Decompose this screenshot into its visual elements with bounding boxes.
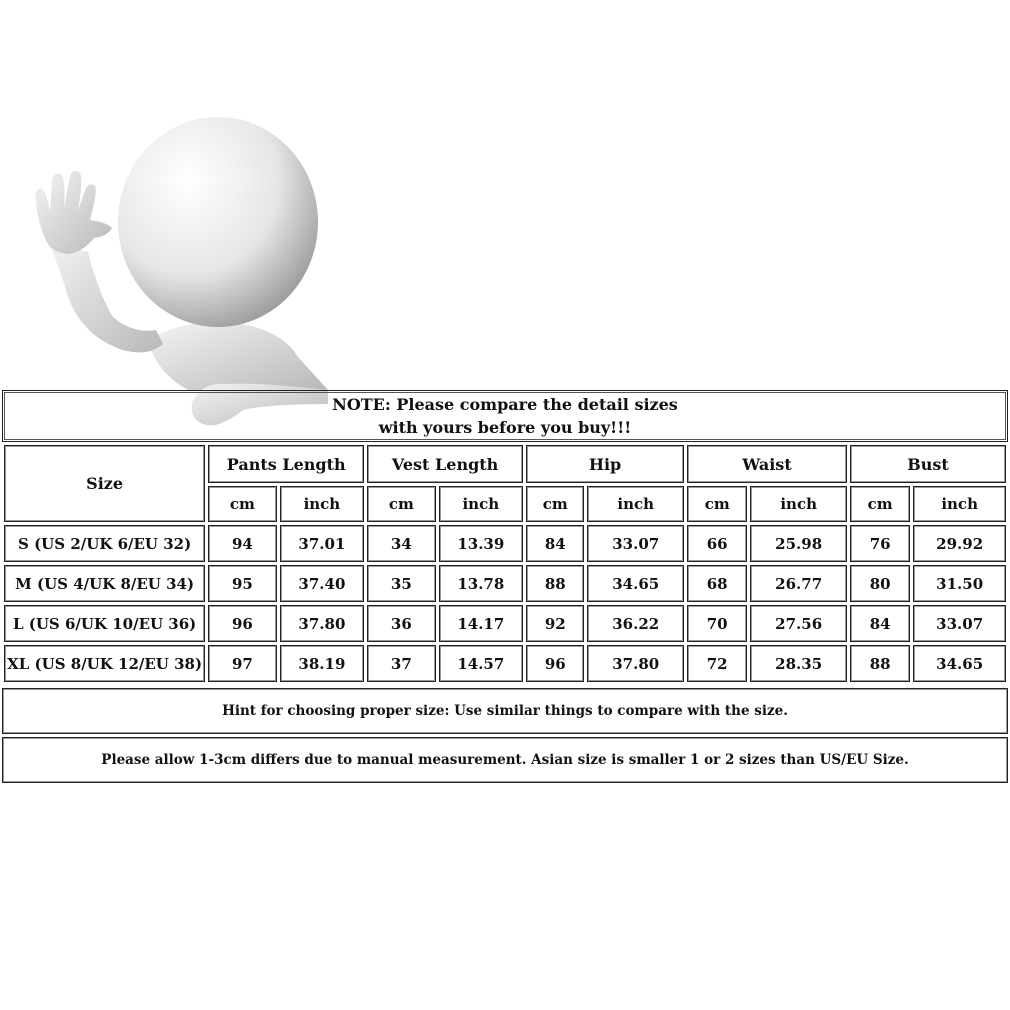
unit-header: cm bbox=[526, 486, 584, 522]
table-cell: 37.40 bbox=[280, 565, 365, 602]
unit-header: cm bbox=[208, 486, 276, 522]
note-line-1: NOTE: Please compare the detail sizes bbox=[332, 395, 678, 414]
table-cell: 88 bbox=[850, 645, 910, 682]
table-cell: 96 bbox=[526, 645, 584, 682]
unit-header: cm bbox=[367, 486, 435, 522]
group-header-pants-length: Pants Length bbox=[208, 445, 364, 483]
table-cell: 97 bbox=[208, 645, 276, 682]
table-cell: 33.07 bbox=[587, 525, 684, 562]
table-cell: 34.65 bbox=[913, 645, 1006, 682]
measurement-disclaimer-banner: Please allow 1-3cm differs due to manual measurement. Asian size is smaller 1 or 2 sizes than US/EU Size. bbox=[2, 737, 1008, 783]
table-cell: 13.78 bbox=[439, 565, 524, 602]
size-column-header: Size bbox=[4, 445, 205, 522]
table-cell: 26.77 bbox=[750, 565, 847, 602]
group-header-hip: Hip bbox=[526, 445, 684, 483]
table-cell: 88 bbox=[526, 565, 584, 602]
unit-header: inch bbox=[587, 486, 684, 522]
table-cell: 36 bbox=[367, 605, 435, 642]
table-cell: 37 bbox=[367, 645, 435, 682]
table-cell: 95 bbox=[208, 565, 276, 602]
table-cell: 84 bbox=[526, 525, 584, 562]
unit-header: cm bbox=[687, 486, 747, 522]
size-table bbox=[1, 442, 1009, 685]
table-cell: 13.39 bbox=[439, 525, 524, 562]
table-cell: 96 bbox=[208, 605, 276, 642]
table-row bbox=[4, 605, 1006, 642]
table-cell: 68 bbox=[687, 565, 747, 602]
size-label: L (US 6/UK 10/EU 36) bbox=[4, 605, 205, 642]
table-cell: 70 bbox=[687, 605, 747, 642]
group-header-waist: Waist bbox=[687, 445, 847, 483]
table-cell: 34.65 bbox=[587, 565, 684, 602]
table-row bbox=[4, 645, 1006, 682]
table-cell: 84 bbox=[850, 605, 910, 642]
table-cell: 29.92 bbox=[913, 525, 1006, 562]
table-cell: 25.98 bbox=[750, 525, 847, 562]
group-header-bust: Bust bbox=[850, 445, 1006, 483]
note-line-2: with yours before you buy!!! bbox=[378, 418, 632, 437]
table-cell: 34 bbox=[367, 525, 435, 562]
size-chart bbox=[2, 390, 1008, 783]
size-label: S (US 2/UK 6/EU 32) bbox=[4, 525, 205, 562]
table-cell: 38.19 bbox=[280, 645, 365, 682]
unit-header: inch bbox=[750, 486, 847, 522]
table-cell: 35 bbox=[367, 565, 435, 602]
table-cell: 66 bbox=[687, 525, 747, 562]
unit-header: inch bbox=[439, 486, 524, 522]
table-cell: 27.56 bbox=[750, 605, 847, 642]
size-label: XL (US 8/UK 12/EU 38) bbox=[4, 645, 205, 682]
table-cell: 72 bbox=[687, 645, 747, 682]
table-cell: 92 bbox=[526, 605, 584, 642]
group-header-vest-length: Vest Length bbox=[367, 445, 523, 483]
table-cell: 37.80 bbox=[587, 645, 684, 682]
table-cell: 37.01 bbox=[280, 525, 365, 562]
table-cell: 31.50 bbox=[913, 565, 1006, 602]
note-banner bbox=[2, 390, 1008, 442]
table-cell: 37.80 bbox=[280, 605, 365, 642]
size-label: M (US 4/UK 8/EU 34) bbox=[4, 565, 205, 602]
table-cell: 14.17 bbox=[439, 605, 524, 642]
table-cell: 14.57 bbox=[439, 645, 524, 682]
table-cell: 94 bbox=[208, 525, 276, 562]
table-cell: 80 bbox=[850, 565, 910, 602]
table-row bbox=[4, 525, 1006, 562]
table-cell: 28.35 bbox=[750, 645, 847, 682]
size-hint-banner: Hint for choosing proper size: Use similar things to compare with the size. bbox=[2, 688, 1008, 734]
table-cell: 76 bbox=[850, 525, 910, 562]
unit-header: cm bbox=[850, 486, 910, 522]
unit-header: inch bbox=[913, 486, 1006, 522]
unit-header: inch bbox=[280, 486, 365, 522]
table-cell: 33.07 bbox=[913, 605, 1006, 642]
table-cell: 36.22 bbox=[587, 605, 684, 642]
table-row bbox=[4, 565, 1006, 602]
